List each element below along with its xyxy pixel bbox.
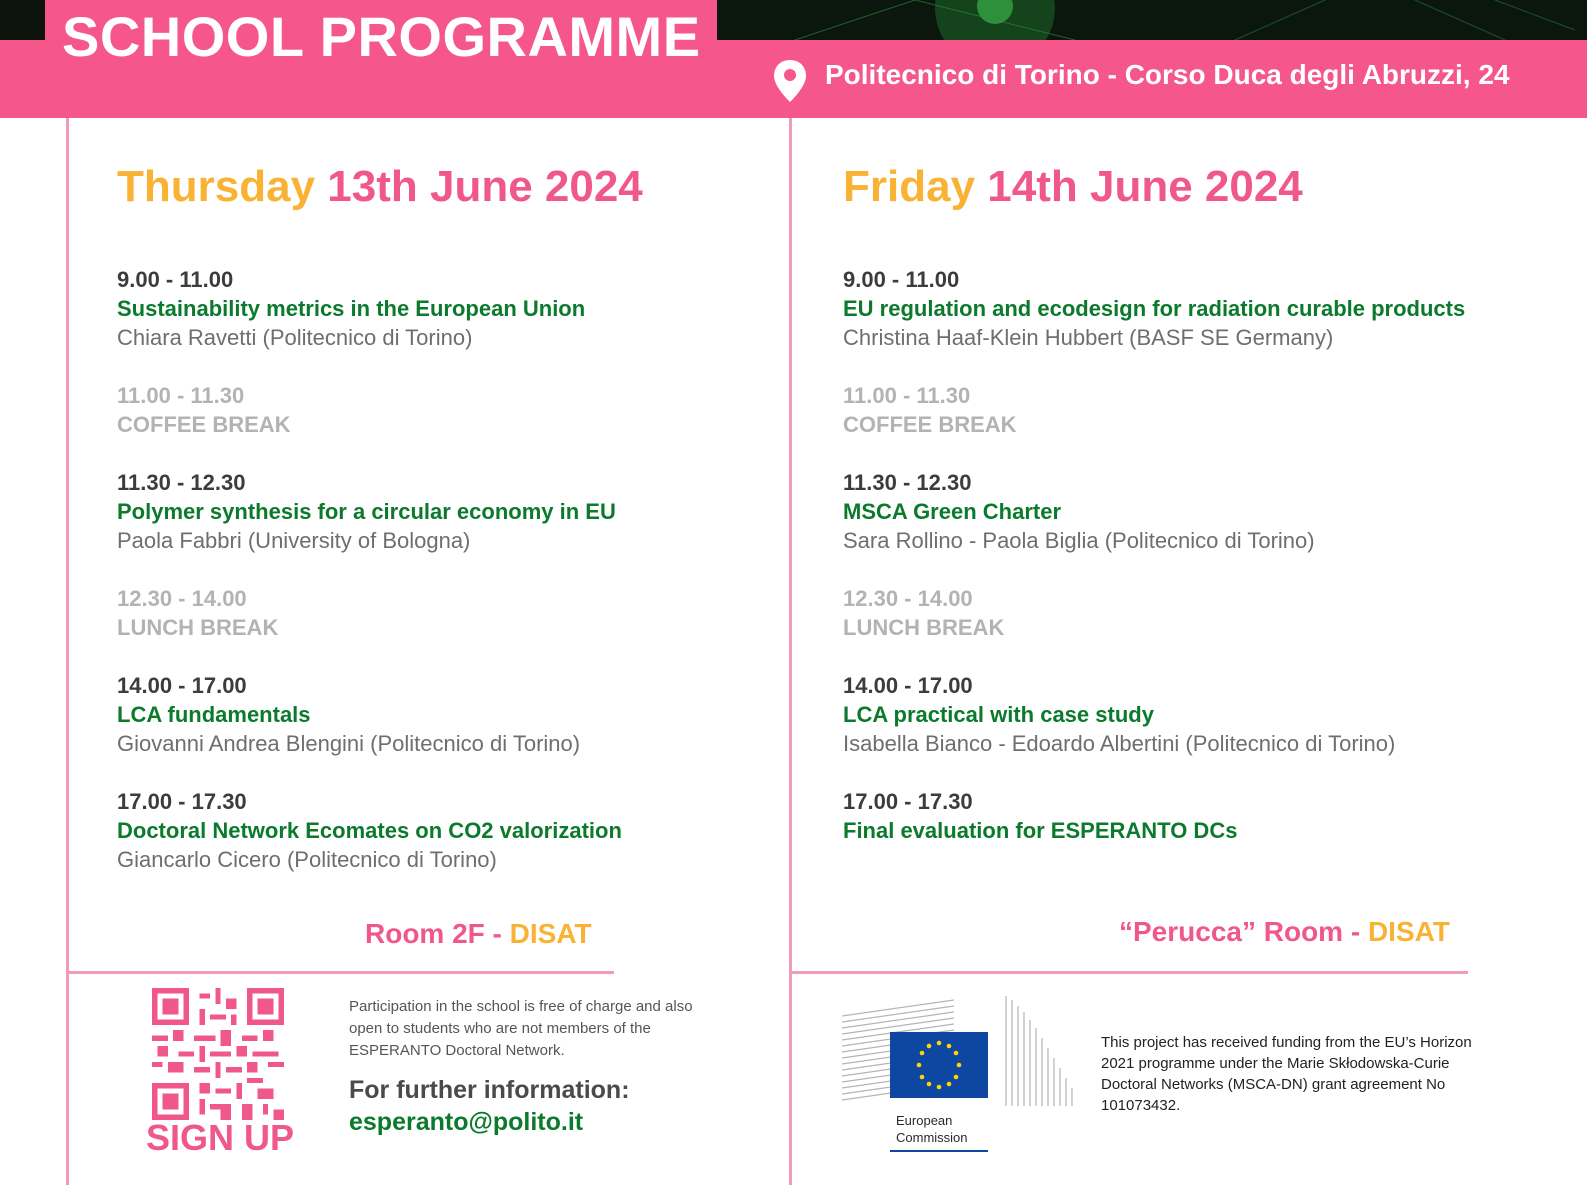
session-item (117, 671, 797, 758)
session-speaker: Sara Rollino - Paola Biglia (Politecnico di Torino) (843, 528, 1315, 553)
session-item (117, 265, 797, 352)
green-network-graphic (715, 0, 1587, 40)
session-title: COFFEE BREAK (843, 412, 1017, 437)
session-time: 12.30 - 14.00 (117, 586, 247, 611)
signup-label[interactable]: SIGN UP (146, 1117, 295, 1158)
session-time: 11.30 - 12.30 (843, 470, 972, 495)
session-speaker: Chiara Ravetti (Politecnico di Torino) (117, 325, 473, 350)
session-time: 17.00 - 17.30 (117, 789, 247, 814)
left-column-border (66, 118, 69, 1185)
signup-qr-code[interactable] (152, 988, 284, 1120)
session-item (843, 468, 1523, 555)
session-time: 14.00 - 17.00 (843, 673, 973, 698)
room-department: DISAT (509, 918, 592, 949)
day-date: 13th June 2024 (327, 162, 643, 211)
page-title: SCHOOL PROGRAMME (62, 5, 701, 68)
participation-note: Participation in the school is free of charge and also open to students who are not members of the ESPERANTO Doctoral Network. (349, 998, 693, 1059)
session-item (843, 787, 1523, 845)
room-label-thursday (365, 918, 592, 950)
session-title: Sustainability metrics in the European Union (117, 296, 586, 321)
day-heading-thursday (117, 162, 643, 212)
session-speaker: Giovanni Andrea Blengini (Politecnico di Torino) (117, 731, 581, 756)
ec-line-2: Commission (896, 1130, 968, 1145)
session-title: LUNCH BREAK (117, 615, 279, 640)
session-title: LCA practical with case study (843, 702, 1154, 727)
session-time: 14.00 - 17.00 (117, 673, 247, 698)
session-time: 9.00 - 11.00 (117, 267, 234, 292)
room-name: Room 2F - (365, 918, 510, 949)
european-commission-wordmark (896, 1112, 968, 1146)
right-footer-divider (791, 971, 1468, 974)
session-item (117, 787, 797, 874)
session-speaker: Paola Fabbri (University of Bologna) (117, 528, 471, 553)
session-item-break (117, 584, 797, 642)
location-pin-icon (771, 58, 809, 104)
session-title: LCA fundamentals (117, 702, 311, 727)
session-time: 9.00 - 11.00 (843, 267, 960, 292)
session-item (117, 468, 797, 555)
session-title: Final evaluation for ESPERANTO DCs (843, 818, 1238, 843)
contact-email-link[interactable]: esperanto@polito.it (349, 1108, 584, 1136)
room-label-friday (1119, 916, 1450, 948)
session-item-break (843, 381, 1523, 439)
venue-location: Politecnico di Torino - Corso Duca degli Abruzzi, 24 (825, 59, 1510, 90)
session-item (843, 671, 1523, 758)
room-name: “Perucca” Room - (1119, 916, 1368, 947)
session-time: 11.30 - 12.30 (117, 470, 246, 495)
session-speaker: Isabella Bianco - Edoardo Albertini (Politecnico di Torino) (843, 731, 1396, 756)
session-item-break (843, 584, 1523, 642)
session-title: MSCA Green Charter (843, 499, 1062, 524)
session-speaker: Giancarlo Cicero (Politecnico di Torino) (117, 847, 497, 872)
session-item-break (117, 381, 797, 439)
session-title: EU regulation and ecodesign for radiation curable products (843, 296, 1466, 321)
session-time: 17.00 - 17.30 (843, 789, 973, 814)
session-time: 11.00 - 11.30 (843, 383, 971, 408)
funding-acknowledgement: This project has received funding from the EU’s Horizon 2021 programme under the Marie Skłodowska-Curie Doctoral Networks (MSCA-DN) grant agreement No 101073432. (1101, 1034, 1472, 1114)
session-title: Polymer synthesis for a circular economy in EU (117, 499, 616, 524)
session-speaker: Christina Haaf-Klein Hubbert (BASF SE Germany) (843, 325, 1334, 350)
session-item (843, 265, 1523, 352)
day-name: Thursday (117, 162, 316, 211)
day-date: 14th June 2024 (987, 162, 1303, 211)
left-footer-divider (66, 971, 614, 974)
room-department: DISAT (1367, 916, 1450, 947)
further-info-label: For further information: (349, 1076, 630, 1104)
session-time: 11.00 - 11.30 (117, 383, 245, 408)
session-title: Doctoral Network Ecomates on CO2 valorization (117, 818, 622, 843)
session-title: COFFEE BREAK (117, 412, 291, 437)
day-name: Friday (843, 162, 976, 211)
session-title: LUNCH BREAK (843, 615, 1005, 640)
ec-line-1: European (896, 1113, 953, 1128)
day-heading-friday (843, 162, 1303, 212)
session-time: 12.30 - 14.00 (843, 586, 973, 611)
